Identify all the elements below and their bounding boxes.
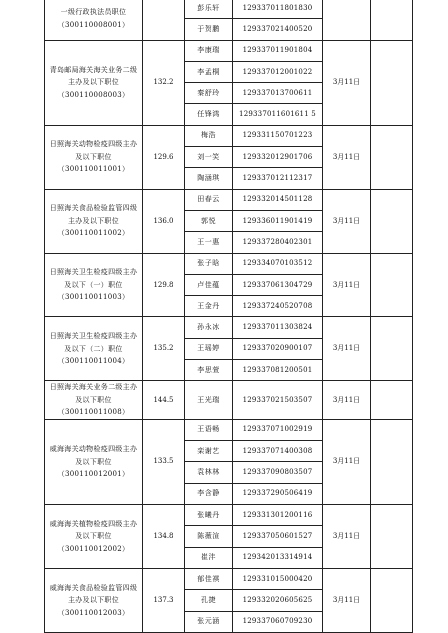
- candidate-id-cell: 129337012001022: [233, 61, 323, 82]
- score-cell: 135.2: [143, 317, 185, 381]
- interview-date-cell: [323, 0, 371, 40]
- candidate-name-cell: 孙永冰: [185, 317, 233, 338]
- candidate-id-cell: 129337011901804: [233, 40, 323, 61]
- candidate-id-cell: 129337011601611 5: [233, 104, 323, 125]
- interview-date-cell: 3月11日: [323, 317, 371, 381]
- candidate-name-cell: 张曦丹: [185, 505, 233, 526]
- candidate-id-cell: 129337280402301: [233, 232, 323, 253]
- position-cell: 日照海关卫生检疫四级主办及以下（一）职位（300110011003）: [45, 253, 143, 317]
- interview-date-cell: 3月11日: [323, 40, 371, 125]
- candidate-id-cell: 129337290506419: [233, 483, 323, 504]
- score-cell: 144.5: [143, 381, 185, 420]
- candidate-name-cell: 李含静: [185, 483, 233, 504]
- remarks-cell: [371, 0, 413, 40]
- candidate-id-cell: 129332012901706: [233, 147, 323, 168]
- candidate-name-cell: 郁佳祺: [185, 568, 233, 589]
- score-cell: 133.5: [143, 419, 185, 504]
- table-row: [45, 253, 413, 274]
- candidate-name-cell: 刘一笑: [185, 147, 233, 168]
- candidate-name-cell: 张元涵: [185, 611, 233, 632]
- candidate-name-cell: 孔捷: [185, 590, 233, 611]
- score-cell: 137.3: [143, 568, 185, 632]
- candidate-name-cell: 彭乐轩: [185, 0, 233, 19]
- interview-date-cell: 3月11日: [323, 419, 371, 504]
- candidate-name-cell: 于贺鹏: [185, 19, 233, 40]
- candidate-id-cell: 129337090803507: [233, 462, 323, 483]
- remarks-cell: [371, 40, 413, 125]
- candidate-name-cell: 任锋鸿: [185, 104, 233, 125]
- candidate-id-cell: 129337021503507: [233, 381, 323, 420]
- candidate-id-cell: 129337011303824: [233, 317, 323, 338]
- candidate-id-cell: 129331015000420: [233, 568, 323, 589]
- candidate-id-cell: 129337060709230: [233, 611, 323, 632]
- candidate-id-cell: 129342013314914: [233, 547, 323, 568]
- candidate-name-cell: 李康瑞: [185, 40, 233, 61]
- candidate-name-cell: 崔沣: [185, 547, 233, 568]
- remarks-cell: [371, 253, 413, 317]
- table-row: [45, 189, 413, 210]
- candidate-id-cell: 129337071002919: [233, 419, 323, 440]
- candidate-id-cell: 129337011801830: [233, 0, 323, 19]
- candidate-id-cell: 129336011901419: [233, 210, 323, 231]
- table-row: [45, 505, 413, 526]
- interview-date-cell: 3月11日: [323, 381, 371, 420]
- candidate-name-cell: 郭悦: [185, 210, 233, 231]
- score-cell: 136.0: [143, 189, 185, 253]
- candidate-name-cell: 陶涵琪: [185, 168, 233, 189]
- candidate-id-cell: 129332020605625: [233, 590, 323, 611]
- interview-date-cell: 3月11日: [323, 568, 371, 632]
- candidate-name-cell: 梅浩: [185, 125, 233, 146]
- candidate-id-cell: 129337013700611: [233, 83, 323, 104]
- candidate-id-cell: 129331301200116: [233, 505, 323, 526]
- score-cell: [143, 0, 185, 40]
- remarks-cell: [371, 125, 413, 189]
- score-cell: 132.2: [143, 40, 185, 125]
- table-row: [45, 0, 413, 19]
- remarks-cell: [371, 419, 413, 504]
- remarks-cell: [371, 317, 413, 381]
- candidate-id-cell: 129337071400308: [233, 441, 323, 462]
- position-cell: 威海海关植物检疫四级主办及以下职位（300110012002）: [45, 505, 143, 569]
- candidate-name-cell: 田春云: [185, 189, 233, 210]
- position-cell: 青岛邮局海关海关业务二级主办及以下职位（300110008003）: [45, 40, 143, 125]
- position-cell: 威海海关食品检验监管四级主办及以下职位（300110012003）: [45, 568, 143, 632]
- score-cell: 129.8: [143, 253, 185, 317]
- candidate-id-cell: 129337050601527: [233, 526, 323, 547]
- results-table: [44, 0, 413, 633]
- position-cell: 日照海关海关业务二级主办及以下职位（300110011008）: [45, 381, 143, 420]
- candidate-id-cell: 129337021400520: [233, 19, 323, 40]
- candidate-id-cell: 129331150701223: [233, 125, 323, 146]
- interview-date-cell: 3月11日: [323, 505, 371, 569]
- position-cell: 日照海关卫生检疫四级主办及以下（二）职位（300110011004）: [45, 317, 143, 381]
- table-row: [45, 419, 413, 440]
- candidate-id-cell: 129337020900107: [233, 338, 323, 359]
- candidate-name-cell: 王语畅: [185, 419, 233, 440]
- candidate-id-cell: 129332014501128: [233, 189, 323, 210]
- candidate-name-cell: 王金丹: [185, 296, 233, 317]
- candidate-name-cell: 栾谢艺: [185, 441, 233, 462]
- position-cell: 日照海关动物检疫四级主办及以下职位（300110011001）: [45, 125, 143, 189]
- candidate-id-cell: 129337081200501: [233, 360, 323, 381]
- candidate-name-cell: 李孟桐: [185, 61, 233, 82]
- interview-date-cell: 3月11日: [323, 189, 371, 253]
- remarks-cell: [371, 568, 413, 632]
- score-cell: 134.8: [143, 505, 185, 569]
- table-row: [45, 40, 413, 61]
- table-row: [45, 125, 413, 146]
- position-cell: 一级行政执法员职位（300110008001）: [45, 0, 143, 40]
- candidate-name-cell: 卢佳蕴: [185, 274, 233, 295]
- position-cell: 日照海关食品检验监管四级主办及以下职位（300110011002）: [45, 189, 143, 253]
- position-cell: 威海海关动物检疫四级主办及以下职位（300110012001）: [45, 419, 143, 504]
- results-table-body: [45, 0, 413, 632]
- table-row: [45, 381, 413, 420]
- candidate-name-cell: 张子晗: [185, 253, 233, 274]
- table-row: [45, 568, 413, 589]
- candidate-name-cell: 李思萱: [185, 360, 233, 381]
- remarks-cell: [371, 189, 413, 253]
- remarks-cell: [371, 381, 413, 420]
- candidate-id-cell: 129337012112317: [233, 168, 323, 189]
- interview-date-cell: 3月11日: [323, 253, 371, 317]
- table-row: [45, 317, 413, 338]
- candidate-name-cell: 秦舒玲: [185, 83, 233, 104]
- candidate-name-cell: 王一惠: [185, 232, 233, 253]
- remarks-cell: [371, 505, 413, 569]
- score-cell: 129.6: [143, 125, 185, 189]
- candidate-id-cell: 129337240520708: [233, 296, 323, 317]
- candidate-id-cell: 129334070103512: [233, 253, 323, 274]
- candidate-name-cell: 袁林林: [185, 462, 233, 483]
- candidate-id-cell: 129337061304729: [233, 274, 323, 295]
- candidate-name-cell: 王瑶婷: [185, 338, 233, 359]
- candidate-name-cell: 陈薇渲: [185, 526, 233, 547]
- candidate-name-cell: 王光瑞: [185, 381, 233, 420]
- interview-date-cell: 3月11日: [323, 125, 371, 189]
